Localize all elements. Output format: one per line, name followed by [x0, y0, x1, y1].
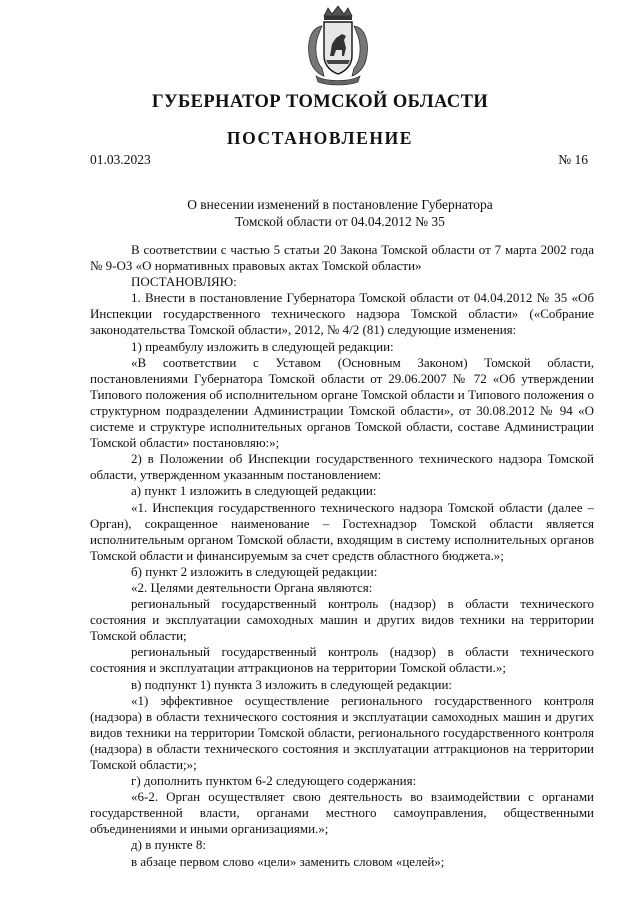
document-type-title: ПОСТАНОВЛЕНИЕ: [226, 128, 414, 148]
body-paragraph: региональный государственный контроль (надзор) в области технического состояния и эксплуатации аттракционов на территории Томской области.»;: [90, 644, 594, 676]
body-paragraph: региональный государственный контроль (надзор) в области технического состояния и эксплуатации самоходных машин и других видов техники на территории Томской области;: [90, 596, 594, 644]
body-paragraph: 1. Внести в постановление Губернатора Томской области от 04.04.2012 № 35 «Об Инспекции государственного технического надзора Томской области» («Собрание законодательства Томской области», 2012, № 4/2 (81) следующие изменения:: [90, 290, 594, 338]
body-paragraph: «2. Целями деятельности Органа являются:: [131, 579, 373, 595]
body-paragraph: В соответствии с частью 5 статьи 20 Закона Томской области от 7 марта 2002 года № 9-ОЗ «О нормативных правовых актах Томской области»: [90, 242, 594, 274]
subject-line-1: О внесении изменений в постановление Губернатора: [187, 197, 493, 212]
coat-of-arms-emblem: [302, 4, 374, 86]
subject-line-2: Томской области от 04.04.2012 № 35: [235, 214, 445, 229]
authority-title: ГУБЕРНАТОР ТОМСКОЙ ОБЛАСТИ: [151, 92, 489, 112]
body-paragraph: а) пункт 1 изложить в следующей редакции:: [131, 483, 377, 499]
body-paragraph: г) дополнить пунктом 6-2 следующего содержания:: [131, 773, 417, 789]
body-paragraph: «1. Инспекция государственного технического надзора Томской области (далее – Орган), сокращенное наименование – Гостехнадзор Томской области является исполнительным органом Томской области, входящим в систему исполнительных органов Томской области и финансируемым за счет средств областного бюджета.»;: [90, 499, 594, 563]
body-paragraph: «В соответствии с Уставом (Основным Законом) Томской области, постановлениями Губернатора Томской области от 29.06.2007 № 72 «Об утверждении Типового положения об исполнительном органе Томской области и Типового положения о структурном подразделении Администрации Томской области», от 30.08.2012 № 94 «О системе и структуре исполнительных органов Томской области, составе Администрации Томской области» постановляю:»;: [90, 354, 594, 451]
body-paragraph: д) в пункте 8:: [131, 837, 206, 853]
document-body: [90, 242, 594, 870]
body-paragraph: ПОСТАНОВЛЯЮ:: [131, 274, 237, 290]
document-date: 01.03.2023: [90, 152, 151, 167]
body-paragraph: б) пункт 2 изложить в следующей редакции:: [131, 563, 378, 579]
document-number: № 16: [558, 152, 588, 167]
document-subject: [0, 196, 640, 230]
body-paragraph: 1) преамбулу изложить в следующей редакции:: [131, 338, 394, 354]
body-paragraph: 2) в Положении об Инспекции государственного технического надзора Томской области, утвержденном указанным постановлением:: [90, 451, 594, 483]
body-paragraph: в) подпункт 1) пункта 3 изложить в следующей редакции:: [131, 676, 453, 692]
body-paragraph: «1) эффективное осуществление регионального государственного контроля (надзора) в области технического состояния и эксплуатации самоходных машин и других видов техники на территории Томской области, регионального государственного контроля (надзора) в области технического состояния и эксплуатации аттракционов на территории Томской области;»;: [90, 692, 594, 772]
body-paragraph: «6-2. Орган осуществляет свою деятельность во взаимодействии с органами государственной власти, органами местного самоуправления, общественными объединениями и иными организациями.»;: [90, 789, 594, 837]
body-paragraph: в абзаце первом слово «цели» заменить словом «целей»;: [131, 853, 445, 869]
